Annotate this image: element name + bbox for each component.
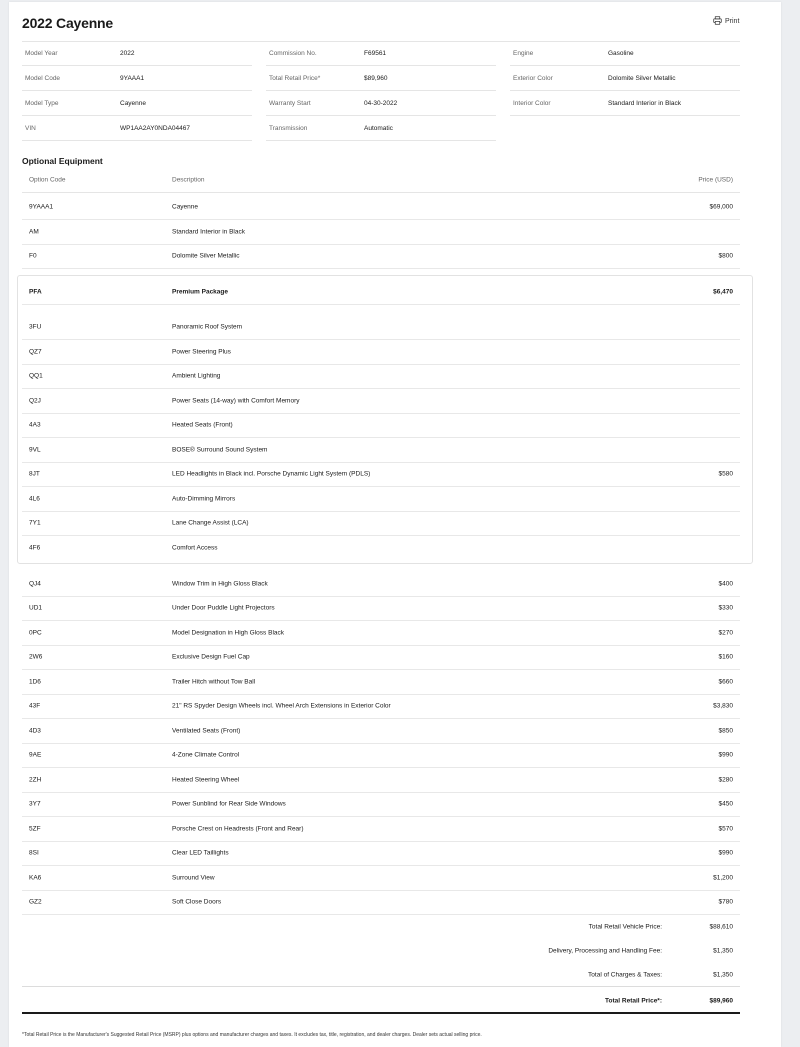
package-item-row: QZ7 Power Steering Plus	[22, 340, 740, 365]
package-item-row: 3FU Panoramic Roof System	[22, 315, 740, 340]
info-commission-no: Commission No. F69561	[266, 41, 496, 66]
info-model-type: Model Type Cayenne	[22, 91, 252, 116]
table-row: 5ZF Porsche Crest on Headrests (Front and Rear) $570	[22, 817, 740, 842]
table-row: AM Standard Interior in Black	[22, 220, 740, 245]
table-row: 9YAAA1 Cayenne $69,000	[22, 195, 740, 220]
table-row: QJ4 Window Trim in High Gloss Black $400	[22, 572, 740, 597]
table-row: 4D3 Ventilated Seats (Front) $850	[22, 719, 740, 744]
window-sticker-page	[9, 2, 781, 1047]
table-row: F0 Dolomite Silver Metallic $800	[22, 244, 740, 269]
table-row: 3Y7 Power Sunblind for Rear Side Windows $450	[22, 792, 740, 817]
info-exterior-color: Exterior Color Dolomite Silver Metallic	[510, 66, 740, 91]
info-interior-color: Interior Color Standard Interior in Black	[510, 91, 740, 116]
info-model-year: Model Year 2022	[22, 41, 252, 66]
package-item-row: QQ1 Ambient Lighting	[22, 364, 740, 389]
info-total-retail-price: Total Retail Price* $89,960	[266, 66, 496, 91]
header-description: Description	[172, 176, 205, 184]
table-row: 43F 21" RS Spyder Design Wheels incl. Wheel Arch Extensions in Exterior Color $3,830	[22, 694, 740, 719]
info-engine: Engine Gasoline	[510, 41, 740, 66]
totals-divider	[22, 986, 740, 987]
package-item-row: 8JT LED Headlights in Black incl. Porsche Dynamic Light System (PDLS) $580	[22, 462, 740, 487]
header-option-code: Option Code	[29, 176, 66, 184]
table-row: GZ2 Soft Close Doors $780	[22, 890, 740, 915]
package-item-row: 4L6 Auto-Dimming Mirrors	[22, 487, 740, 512]
table-row: 1D6 Trailer Hitch without Tow Ball $660	[22, 670, 740, 695]
table-row: 0PC Model Designation in High Gloss Black $270	[22, 621, 740, 646]
info-model-code: Model Code 9YAAA1	[22, 66, 252, 91]
print-label: Print	[725, 18, 740, 25]
grand-total-rule	[22, 1012, 740, 1014]
grand-total-row: Total Retail Price*: $89,960	[605, 997, 733, 1005]
info-warranty-start: Warranty Start 04-30-2022	[266, 91, 496, 116]
total-vehicle-price-row: Total Retail Vehicle Price: $88,610	[588, 923, 733, 931]
optional-equipment-title: Optional Equipment	[22, 156, 103, 166]
package-item-row: Q2J Power Seats (14-way) with Comfort Memory	[22, 389, 740, 414]
table-row: 8SI Clear LED Taillights $990	[22, 841, 740, 866]
page-title: 2022 Cayenne	[22, 15, 113, 31]
package-row: PFA Premium Package $6,470	[22, 280, 740, 305]
info-vin: VIN WP1AA2AY0NDA04467	[22, 116, 252, 141]
printer-icon	[713, 16, 722, 27]
table-row: 9AE 4-Zone Climate Control $990	[22, 743, 740, 768]
info-transmission: Transmission Automatic	[266, 116, 496, 141]
charges-taxes-row: Total of Charges & Taxes: $1,350	[588, 971, 733, 979]
package-item-row: 9VL BOSE® Surround Sound System	[22, 438, 740, 463]
msrp-footnote: *Total Retail Price is the Manufacturer's Suggested Retail Price (MSRP) plus options and manufacturer charges and taxes. It excludes tax, title, registration, and dealer charges. Dealer sets actual selling price.	[22, 1032, 482, 1038]
delivery-fee-row: Delivery, Processing and Handling Fee: $1,350	[548, 947, 733, 955]
package-item-row: 7Y1 Lane Change Assist (LCA)	[22, 511, 740, 536]
package-item-row: 4A3 Heated Seats (Front)	[22, 413, 740, 438]
table-row: 2W6 Exclusive Design Fuel Cap $160	[22, 645, 740, 670]
package-item-row: 4F6 Comfort Access	[29, 544, 218, 552]
table-row: KA6 Surround View $1,200	[22, 866, 740, 891]
header-price: Price (USD)	[698, 176, 733, 184]
table-header	[22, 168, 740, 193]
table-row: 2ZH Heated Steering Wheel $280	[22, 768, 740, 793]
table-row: UD1 Under Door Puddle Light Projectors $330	[22, 596, 740, 621]
print-button[interactable]	[713, 16, 739, 27]
